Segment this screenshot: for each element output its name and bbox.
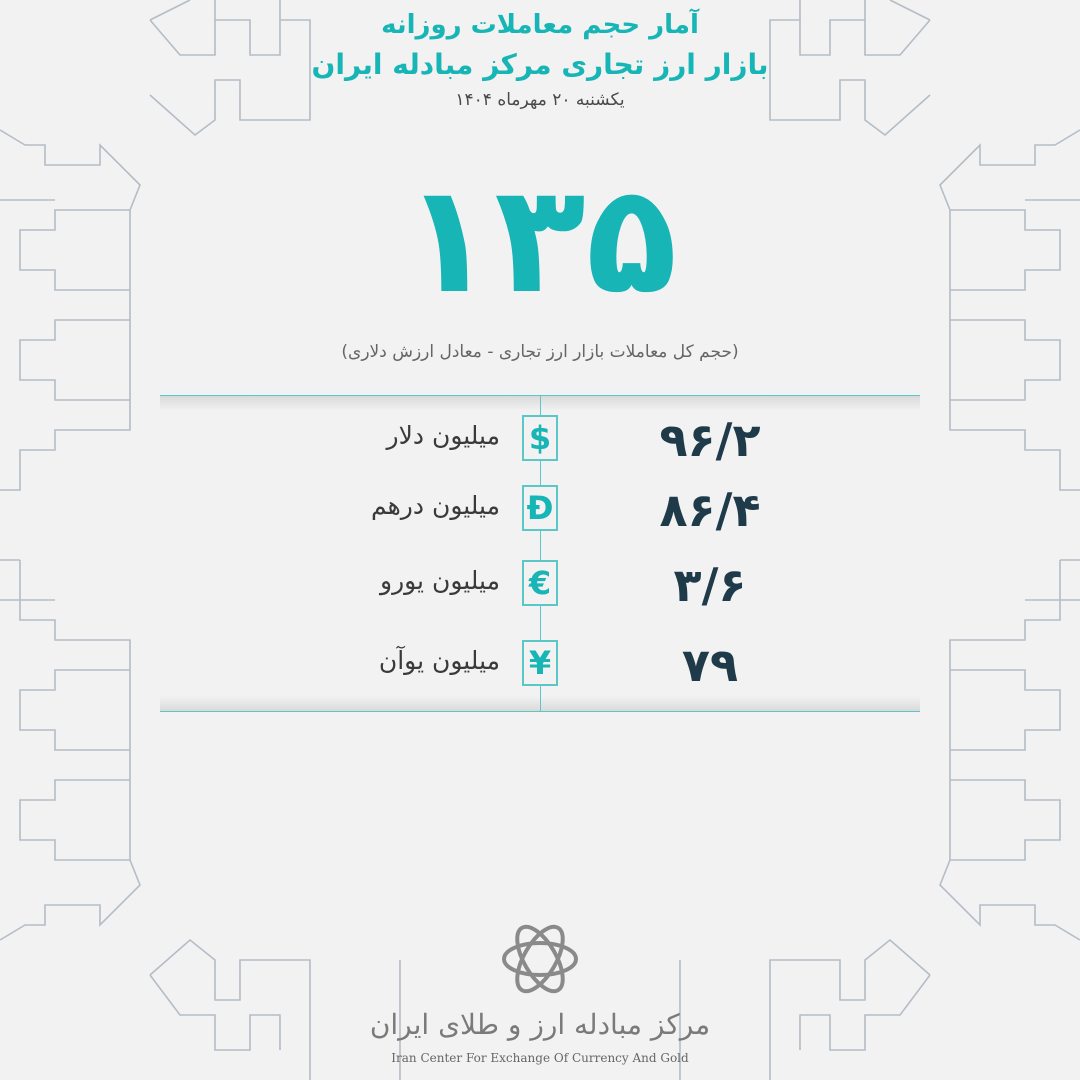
currency-label: میلیون درهم [370, 491, 500, 520]
logo-english-name: Iran Center For Exchange Of Currency And Gold [391, 1051, 689, 1065]
logo-persian-name: مرکز مبادله ارز و طلای ایران [369, 1008, 711, 1041]
currency-breakdown-panel [160, 395, 920, 712]
header-title-line2: بازار ارز تجاری مرکز مبادله ایران [311, 48, 769, 81]
currency-row-yuan [160, 640, 920, 690]
currency-row-dirham [160, 485, 920, 535]
currency-row-euro [160, 560, 920, 610]
header-title-line1: آمار حجم معاملات روزانه [381, 10, 699, 40]
currency-label: میلیون دلار [386, 421, 500, 450]
currency-label: میلیون یورو [380, 566, 500, 595]
total-volume: ۱۳۵ [402, 153, 678, 327]
currency-label: میلیون یوآن [378, 646, 500, 675]
currency-value: ۹۶/۲ [659, 413, 761, 467]
report-date: یکشنبه ۲۰ مهرماه ۱۴۰۴ [455, 90, 625, 110]
currency-value: ۸۶/۴ [659, 483, 761, 537]
currency-value: ۷۹ [681, 638, 739, 692]
yuan-icon: ¥ [522, 640, 558, 686]
total-volume-caption: (حجم کل معاملات بازار ارز تجاری - معادل ارزش دلاری) [341, 342, 739, 362]
dirham-icon: Đ [522, 485, 558, 531]
euro-icon: € [522, 560, 558, 606]
logo-icon [496, 915, 584, 1003]
currency-value: ۳/۶ [673, 558, 747, 612]
currency-row-dollar [160, 415, 920, 465]
dollar-icon: $ [522, 415, 558, 461]
